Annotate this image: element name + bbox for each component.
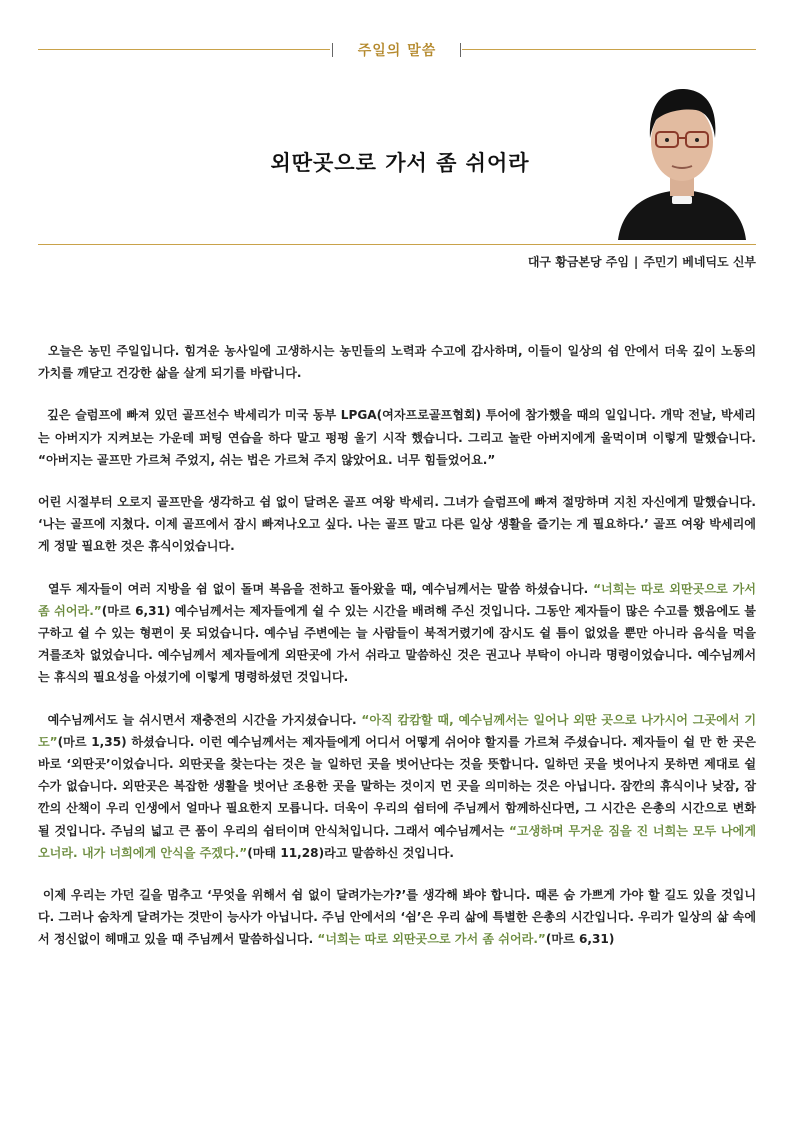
portrait-eye-right bbox=[695, 138, 699, 142]
paragraph-text: 예수님께서도 늘 쉬시면서 재충전의 시간을 가지셨습니다. bbox=[38, 712, 362, 727]
paragraph-text: 이제 우리는 가던 길을 멈추고 ‘무엇을 위해서 쉼 없이 달려가는가?’를 생각해 봐야 합니다. 때론 숨 가쁘게 가야 할 길도 있을 것입니다. 그러나 숨차게 달려가는 것만이 능사가 아닙니다. 주님 안에서의 ‘쉼’은 우리 삶에 특별한 은총의 시간입니다. 우리가 일상의 삶 속에서 정신없이 헤매고 있을 때 주님께서 말씀하십니다. bbox=[38, 888, 756, 947]
scripture-quote: “아직 캄캄할 때, 예수님께서는 일어나 외딴 곳으로 나가시어 그곳에서 기도” bbox=[38, 712, 756, 749]
paragraph-text: (마태 11,28)라고 말씀하신 것입니다. bbox=[247, 845, 454, 860]
byline-separator: | bbox=[633, 255, 639, 269]
article-title: 외딴곳으로 가서 좀 쉬어라 bbox=[270, 151, 530, 176]
author-portrait bbox=[616, 80, 748, 240]
paragraph-text: (마르 6,31) 예수님께서는 제자들에게 쉴 수 있는 시간을 배려해 주신 것입니다. 그동안 제자들이 많은 수고를 했음에도 불구하고 쉴 수 있는 형편이 못 되었습니다. 예수님 주변에는 늘 사람들이 북적거렸기에 잠시도 쉴 틈이 없었을 뿐만 아니라 음식을 먹을 겨를조차 없었습니다. 예수님께서 제자들에게 외딴곳에 가서 쉬라고 말씀하신 것은 권고나 부탁이 아니라 명령이었습니다. 예수님께서는 휴식의 필요성을 아셨기에 이렇게 명령하셨던 것입니다. bbox=[38, 603, 756, 685]
byline bbox=[528, 253, 756, 270]
header-tick-left bbox=[332, 43, 333, 57]
paragraph-text: 깊은 슬럼프에 빠져 있던 골프선수 박세리가 미국 동부 LPGA(여자프로골프협회) 투어에 참가했을 때의 일입니다. 개막 전날, 박세리는 아버지가 지켜보는 가운데 퍼팅 연습을 하다 말고 펑펑 울기 시작 했습니다. 그리고 놀란 아버지에게 울먹이며 이렇게 말했습니다. “아버지는 골프만 가르쳐 주었지, 쉬는 법은 가르쳐 주지 않았어요. 너무 힘들었어요.” bbox=[38, 408, 756, 467]
article-paragraph bbox=[38, 709, 756, 864]
paragraph-text: (마르 1,35) 하셨습니다. 이런 예수님께서는 제자들에게 어디서 어떻게 쉬어야 할지를 가르쳐 주셨습니다. 제자들이 쉴 만 한 곳은 바로 ‘외딴곳’이었습니다. 외딴곳을 찾는다는 것은 늘 일하던 곳을 벗어난다는 것을 뜻합니다. 일하던 곳을 벗어나지 못하면 제대로 쉴 수가 없습니다. 외딴곳은 복잡한 생활을 벗어난 조용한 곳을 말하는 것이지 먼 곳을 의미하는 것은 아닙니다. 잠깐의 휴식이나 낮잠, 잠깐의 산책이 우리 인생에서 얼마나 필요한지 모릅니다. 더욱이 우리의 쉼터에 주님께서 함께하신다면, 그 시간은 은총의 시간으로 변화될 것입니다. 주님의 넓고 큰 품이 우리의 쉼터이며 안식처입니다. 그래서 예수님께서는 bbox=[38, 734, 756, 838]
portrait-collar bbox=[672, 196, 692, 204]
article-paragraph bbox=[38, 491, 756, 558]
article-paragraph bbox=[38, 404, 756, 471]
scripture-quote: “너희는 따로 외딴곳으로 가서 좀 쉬어라.” bbox=[317, 932, 546, 947]
article-paragraph bbox=[38, 578, 756, 689]
scripture-quote: “고생하며 무거운 짐을 진 너희는 모두 나에게 오너라. 내가 너희에게 안식을 주겠다.” bbox=[38, 823, 756, 860]
paragraph-text: (마르 6,31) bbox=[545, 932, 615, 947]
section-label: 주일의 말씀 bbox=[357, 43, 437, 59]
portrait-eye-left bbox=[665, 138, 669, 142]
article-paragraph bbox=[38, 884, 756, 951]
byline-parish: 대구 황금본당 주임 bbox=[527, 255, 629, 269]
header-rule-left bbox=[38, 49, 330, 50]
article-paragraph bbox=[38, 340, 756, 384]
byline-author: 주민기 베네딕도 신부 bbox=[643, 255, 756, 269]
header-bottom-rule bbox=[38, 244, 756, 245]
header-tick-right bbox=[460, 43, 461, 57]
paragraph-text: 열두 제자들이 여러 지방을 쉼 없이 돌며 복음을 전하고 돌아왔을 때, 예수님께서는 말씀 하셨습니다. bbox=[38, 581, 594, 596]
article-body bbox=[38, 340, 756, 971]
paragraph-text: 오늘은 농민 주일입니다. 힘겨운 농사일에 고생하시는 농민들의 노력과 수고에 감사하며, 이들이 일상의 쉼 안에서 더욱 깊이 노동의 가치를 깨닫고 건강한 삶을 살게 되기를 바랍니다. bbox=[38, 344, 756, 381]
paragraph-text: 어린 시절부터 오로지 골프만을 생각하고 쉼 없이 달려온 골프 여왕 박세리. 그녀가 슬럼프에 빠져 절망하며 지친 자신에게 말했습니다. ‘나는 골프에 지쳤다. 이제 골프에서 잠시 빠져나오고 싶다. 나는 골프 말고 다른 일상 생활을 즐기는 게 필요하다.’ 골프 여왕 박세리에게 정말 필요한 것은 휴식이었습니다. bbox=[38, 495, 756, 554]
header-rule-right bbox=[462, 49, 756, 50]
scripture-quote: “너희는 따로 외딴곳으로 가서 좀 쉬어라.” bbox=[38, 581, 756, 618]
